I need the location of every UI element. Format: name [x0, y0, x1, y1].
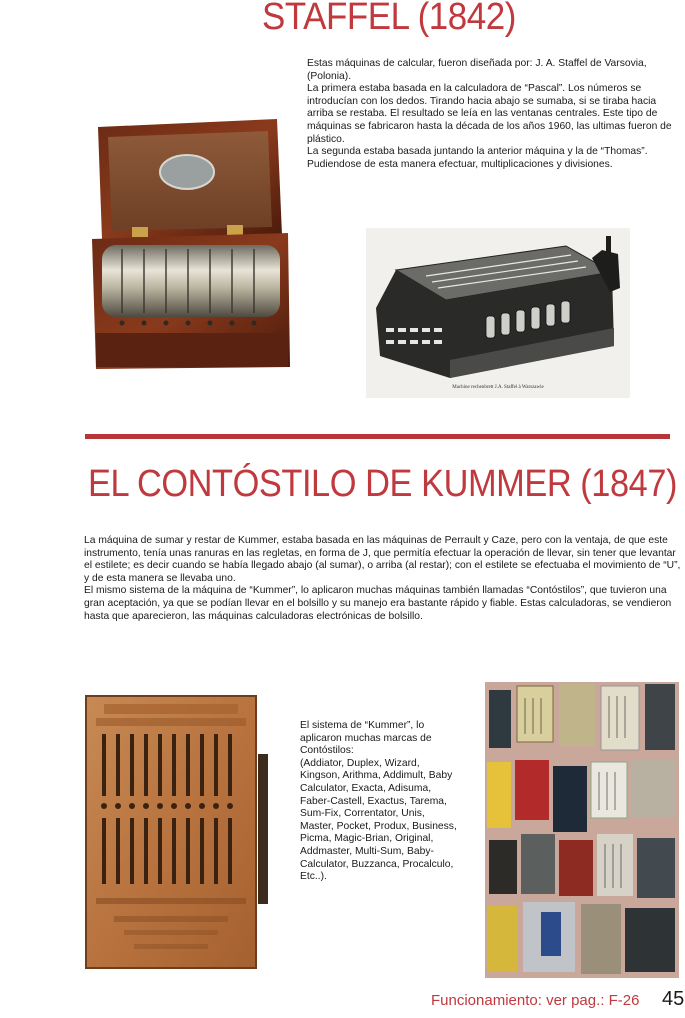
kummer-description: La máquina de sumar y restar de Kummer, estaba basada en las máquinas de Perrault y Caze, pero con la ventaja, de que este instrumento, tenía unas ranuras en las regletas, en forma de J, que permitía efectuar la operación de llevar, sin tener que levantar el estilete; es decir cuando se había llegado abajo (al sumar), o arriba (al restar); con el estilete se efectuaba el movimiento de “U”, y de esta manera se llevaba uno. El mismo sistema de la máquina de “Kummer”, lo aplicaron muchas máquinas también llamadas “Contóstilos”, que tuvieron una gran aceptación, ya que se podían llevar en el bolsillo y su manejo era bastante rápido y fiable. Estas calculadoras, se vendieron hasta que aparecieron, las máquinas calculadoras electrónicas de bolsillo. [84, 535, 681, 622]
staffel-description: Estas máquinas de calcular, fueron diseñada por: J. A. Staffel de Varsovia, (Polonia). La primera estaba basada en la calculadora de “Pascal”. Los números se introducían con los dedos. Tirando hacia abajo se sumaba, si se tiraba hacia arriba se restaba. El resultado se leía en las ventanas centrales. Este tipo de máquinas se fabricaron hasta la década de los años 1960, las ultimas fueron de plástico. La segunda estaba basada juntando la anterior máquina y la de “Thomas”. Pudiendose de esta manera efectuar, multiplicaciones y divisiones. [307, 58, 672, 170]
page-number: 45 [662, 988, 685, 1010]
section-divider [85, 434, 670, 439]
kummer-board-photo [84, 694, 272, 970]
section-title-kummer: EL CONTÓSTILO DE KUMMER (1847) [88, 463, 678, 505]
staffel-engraving-illustration [366, 228, 630, 398]
section-title-staffel: STAFFEL (1842) [262, 0, 516, 38]
contostilos-display-photo [485, 682, 679, 978]
engraving-caption: Machine rechenbrett J.A. Staffel à Warszawie [452, 385, 544, 390]
footer-reference: Funcionamiento: ver pag.: F-26 [431, 992, 640, 1009]
kummer-brands-list: El sistema de “Kummer”, lo aplicaron muchas marcas de Contóstilos: (Addiator, Duplex, Wizard, Kingson, Arithma, Addimult, Baby Calculator, Exacta, Adisuma, Faber-Castell, Exactus, Tarema, Sum-Fix, Correntator, Unis, Master, Pocket, Produx, Business, Picma, Magic-Brian, Original, Addmaster, Multi-Sum, Baby-Calculator, Buzzanca, Procalculo, Etc..). [300, 720, 457, 883]
staffel-box-photo [92, 115, 290, 370]
